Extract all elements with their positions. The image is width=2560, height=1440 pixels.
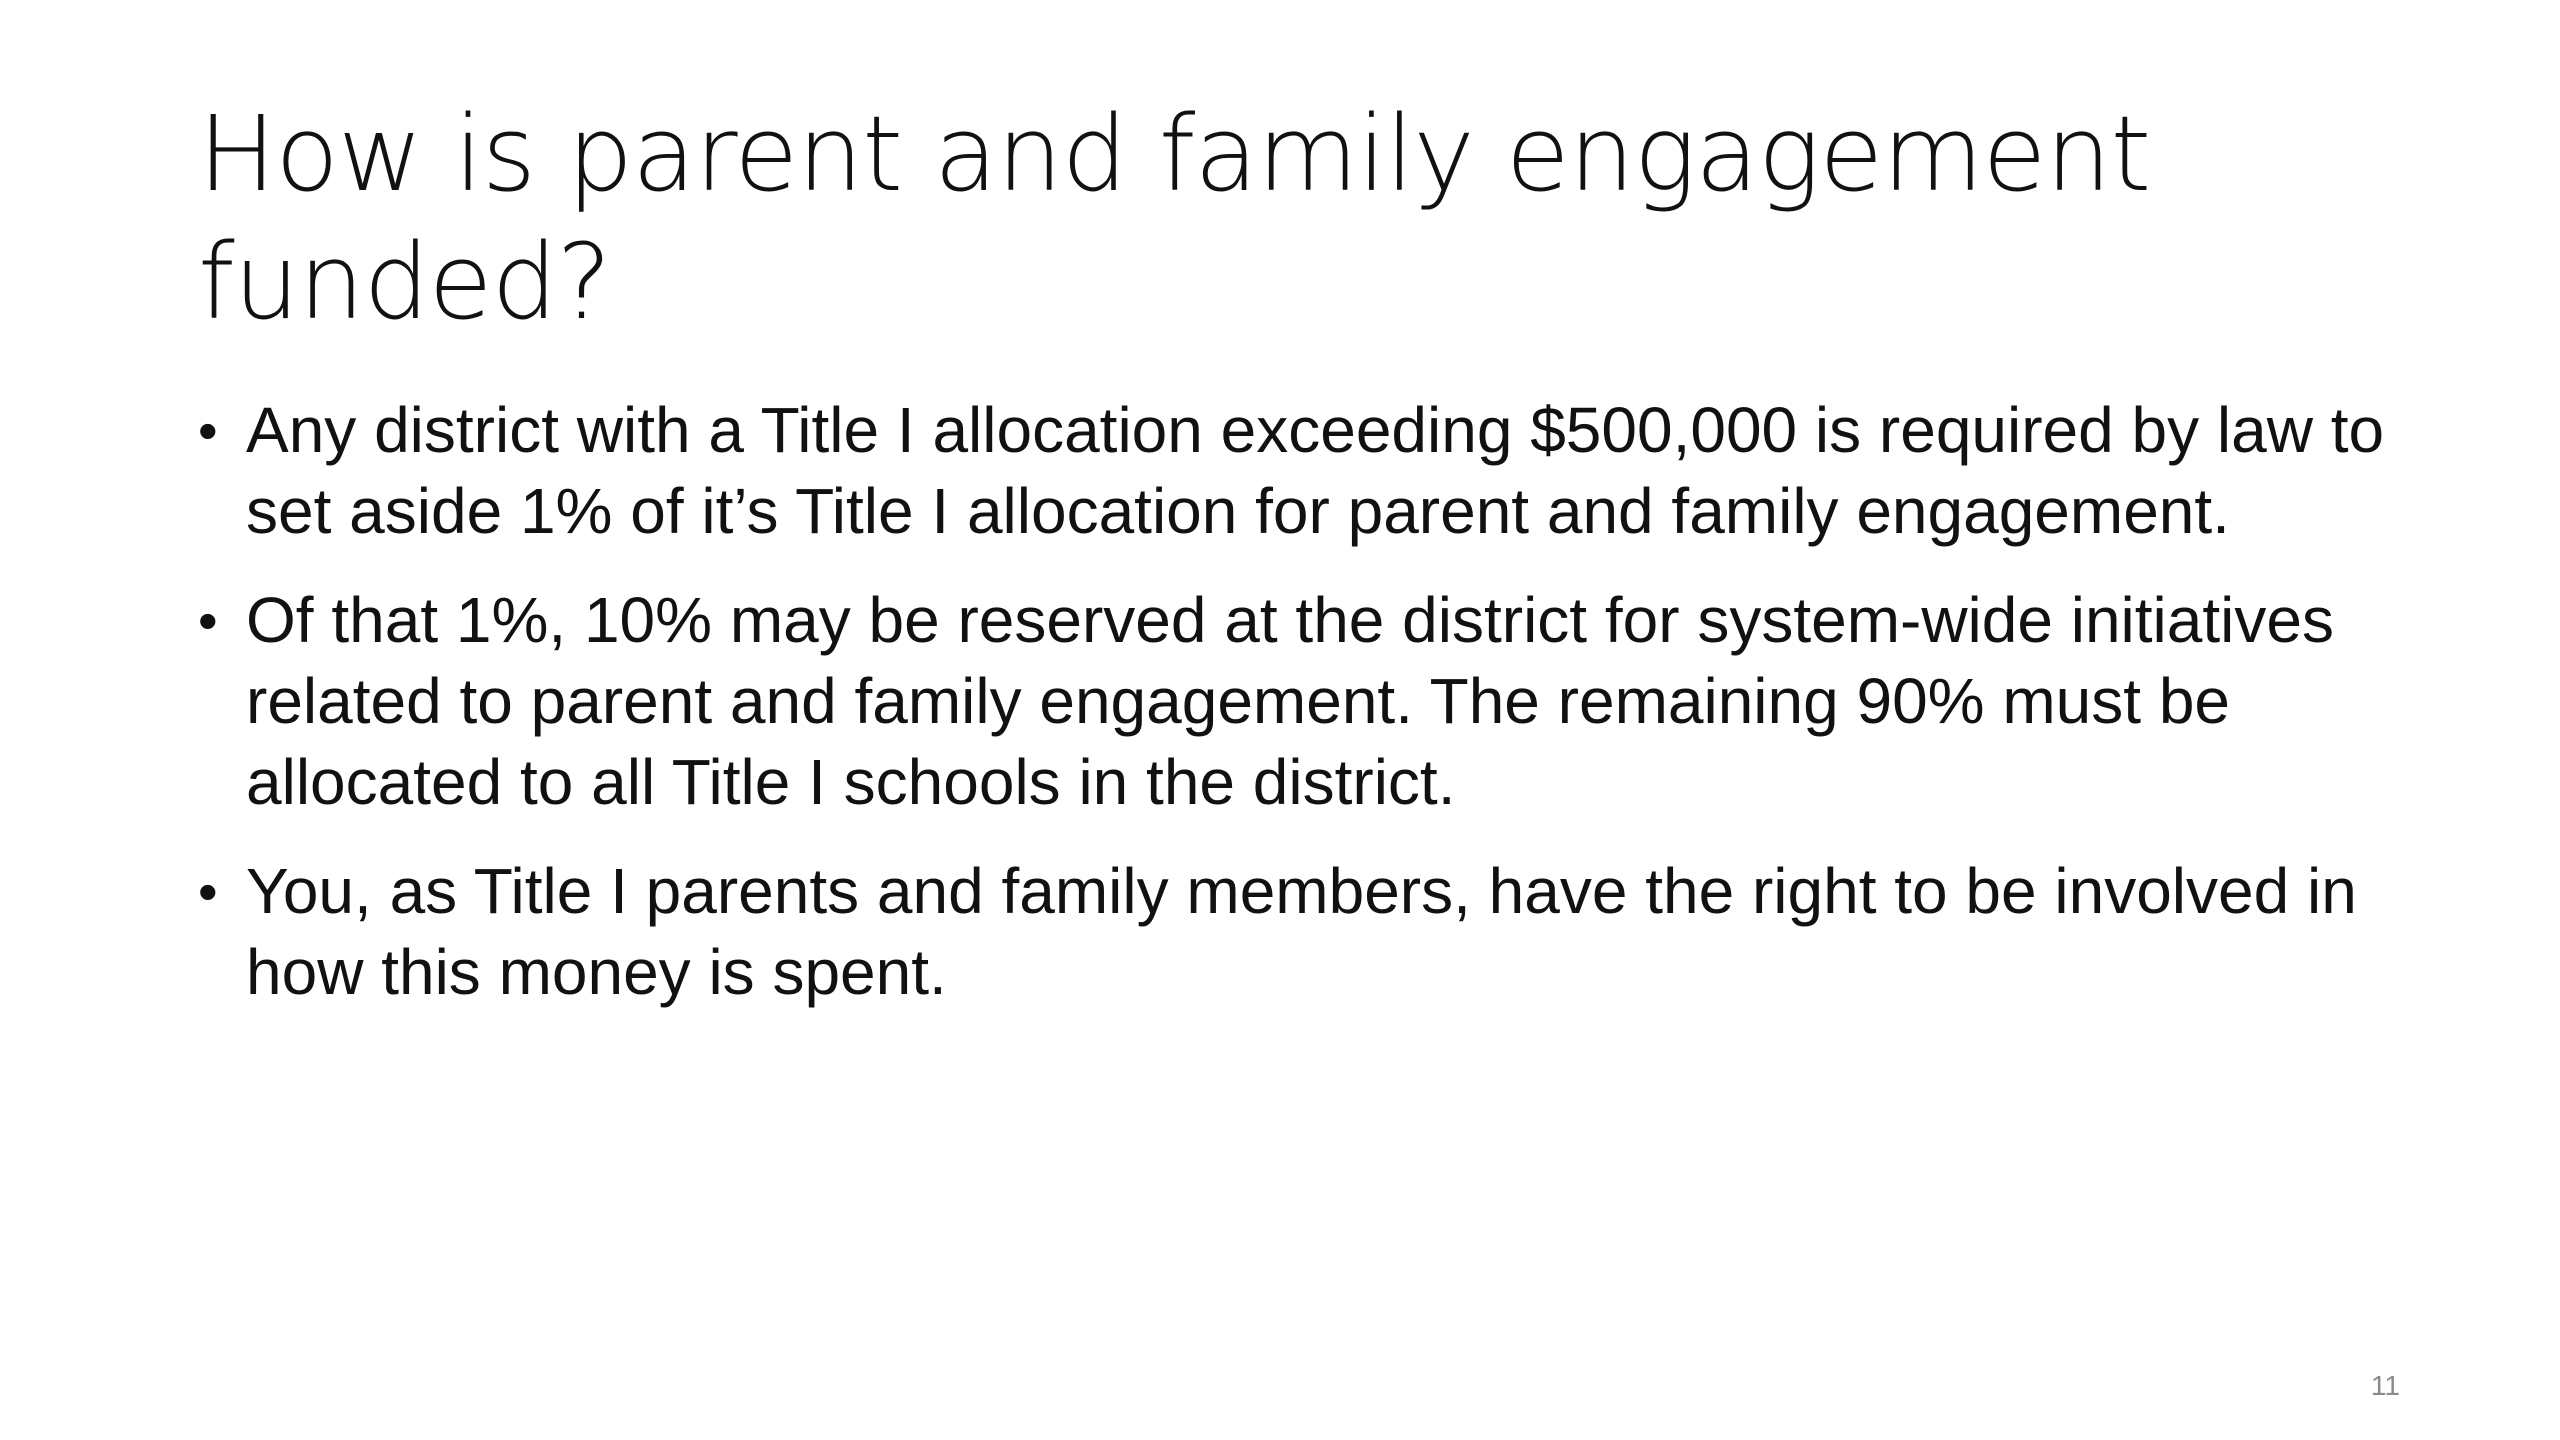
- bullet-marker: •: [198, 399, 218, 462]
- slide-title-line-1: How is parent and family engagement: [198, 93, 2151, 215]
- bullet-text-parent-rights: You, as Title I parents and family members, have the right to be involved in how this money is spent.: [246, 855, 2357, 1008]
- bullet-marker: •: [198, 860, 218, 923]
- slide-page-number: 11: [2370, 1370, 2400, 1401]
- bullet-item-reserve-distribution: [198, 580, 2408, 823]
- bullet-list: [198, 390, 2408, 1041]
- slide-title-line-2: funded?: [198, 221, 611, 343]
- slide-title: [198, 90, 2398, 346]
- bullet-item-parent-rights: [198, 851, 2408, 1013]
- bullet-marker: •: [198, 589, 218, 652]
- bullet-text-district-allocation: Any district with a Title I allocation exceeding $500,000 is required by law to set aside 1% of it’s Title I allocation for parent and family engagement.: [246, 394, 2385, 547]
- bullet-item-district-allocation: [198, 390, 2408, 552]
- bullet-text-reserve-distribution: Of that 1%, 10% may be reserved at the district for system-wide initiatives related to parent and family engagement. The remaining 90% must be allocated to all Title I schools in the district.: [246, 584, 2334, 818]
